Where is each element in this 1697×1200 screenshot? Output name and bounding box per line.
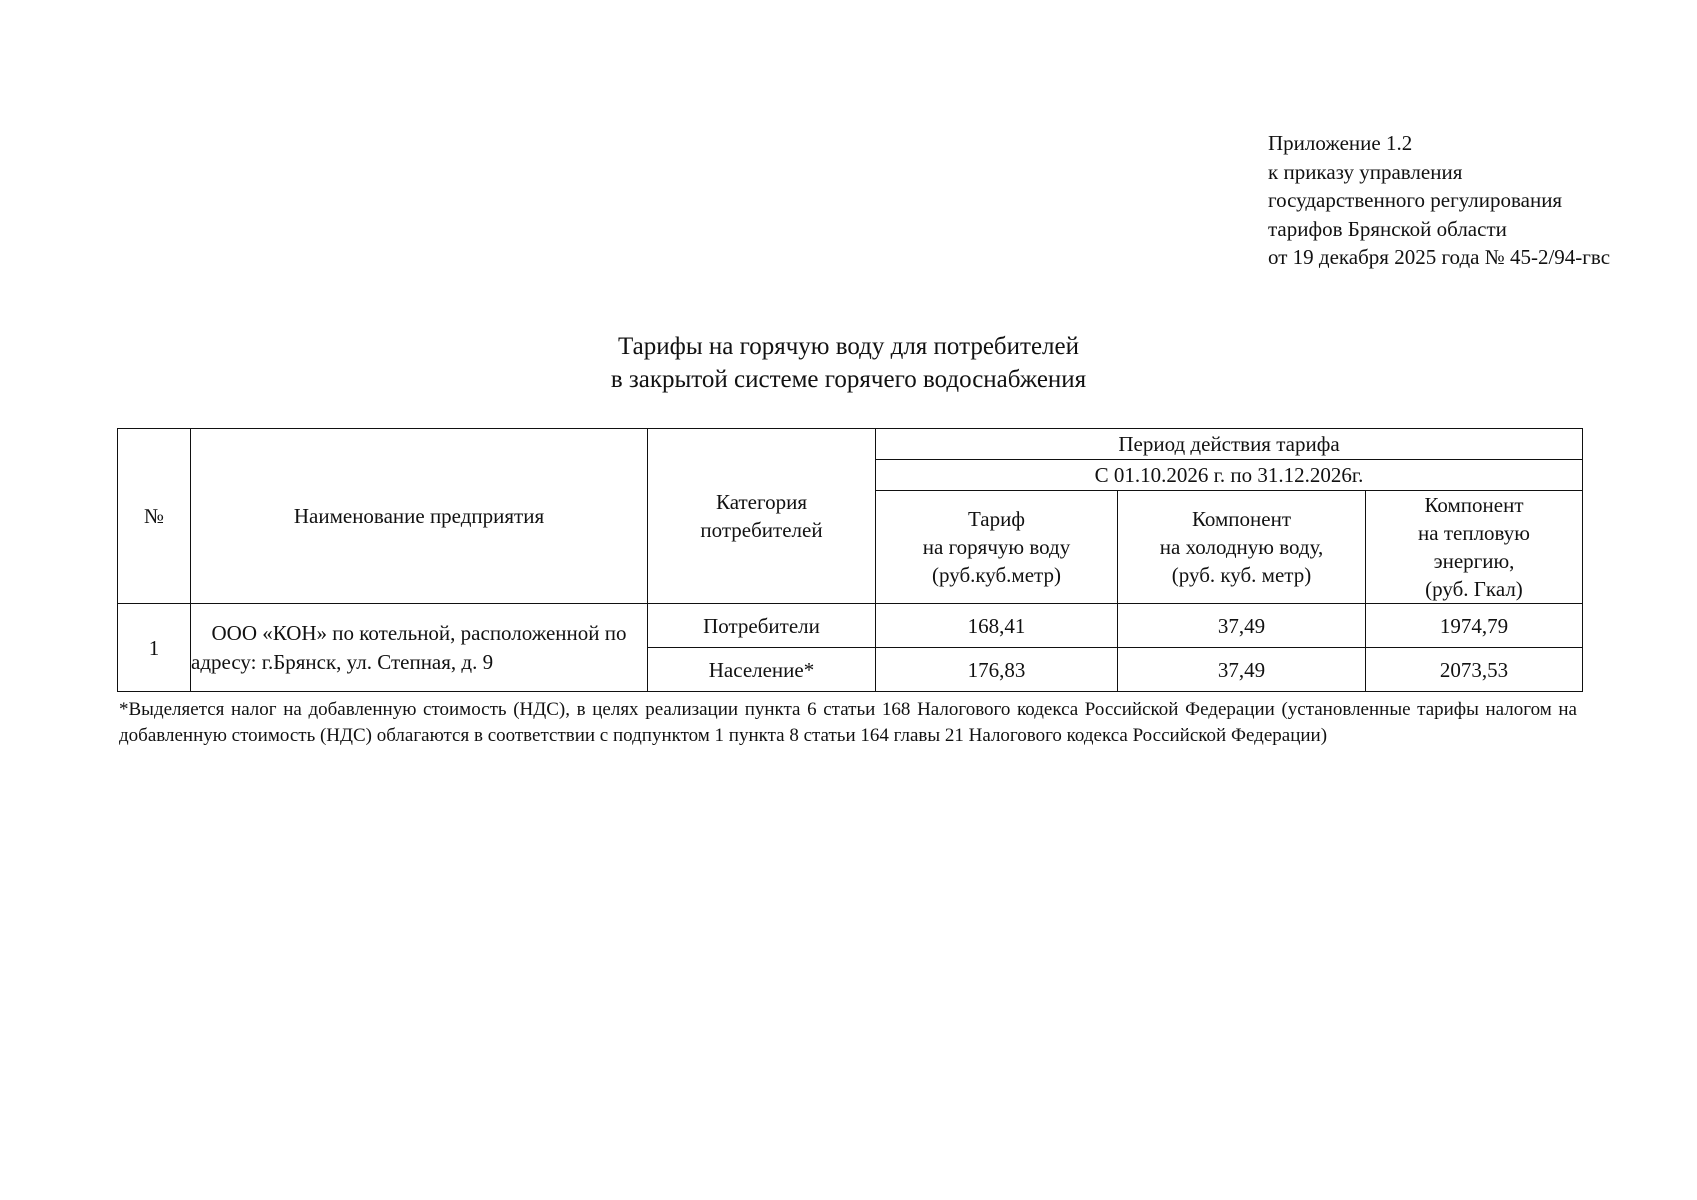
- appendix-reference: [1268, 129, 1610, 272]
- header-text-line: Компонент: [1424, 493, 1524, 517]
- appendix-line: Приложение 1.2: [1268, 131, 1413, 155]
- vat-footnote: *Выделяется налог на добавленную стоимость (НДС), в целях реализации пункта 6 статьи 168 Налогового кодекса Российской Федерации (установленные тарифы налогом на добавленную стоимость (НДС) облагаются в соответствии с подпунктом 1 пункта 8 статьи 164 главы 21 Налогового кодекса Российской Федерации): [119, 699, 1577, 746]
- header-cold-water-component: [1118, 491, 1366, 604]
- header-row-1: [118, 429, 1583, 460]
- header-heat-energy-component: [1366, 491, 1583, 604]
- header-number: №: [118, 429, 191, 604]
- row-number: 1: [118, 604, 191, 692]
- header-company-name: Наименование предприятия: [191, 429, 648, 604]
- appendix-line: государственного регулирования: [1268, 188, 1563, 212]
- header-category-line: Категория: [716, 490, 807, 514]
- consumer-category: Потребители: [648, 604, 876, 648]
- header-text-line: энергию,: [1433, 549, 1515, 573]
- appendix-line: тарифов Брянской области: [1268, 216, 1507, 241]
- header-text-line: (руб. куб. метр): [1171, 563, 1312, 587]
- company-name: ООО «КОН» по котельной, расположенной по адресу: г.Брянск, ул. Степная, д. 9: [191, 604, 648, 692]
- header-text-line: (руб.куб.метр): [932, 563, 1061, 587]
- cold-water-component-value: 37,49: [1118, 604, 1366, 648]
- appendix-line: от 19 декабря 2025 года № 45-2/94-гвс: [1268, 245, 1611, 269]
- consumer-category: Население*: [648, 648, 876, 692]
- header-text-line: на тепловую: [1418, 521, 1530, 545]
- title-line-2: в закрытой системе горячего водоснабжения: [610, 366, 1087, 393]
- cold-water-component-value: 37,49: [1118, 648, 1366, 692]
- hot-water-tariff-value: 176,83: [876, 648, 1118, 692]
- table-row: [118, 604, 1583, 648]
- header-text-line: Компонент: [1191, 507, 1292, 531]
- header-category-line: потребителей: [700, 518, 823, 542]
- header-period-dates: С 01.10.2026 г. по 31.12.2026г.: [876, 460, 1583, 491]
- header-text-line: на холодную воду,: [1159, 535, 1324, 559]
- header-consumer-category: [648, 429, 876, 604]
- header-text-line: Тариф: [968, 507, 1025, 531]
- header-text-line: на горячую воду: [922, 535, 1071, 559]
- document-title: [0, 330, 1697, 396]
- title-line-1: Тарифы на горячую воду для потребителей: [618, 333, 1079, 360]
- heat-energy-component-value: 2073,53: [1366, 648, 1583, 692]
- header-text-line: (руб. Гкал): [1425, 577, 1523, 601]
- appendix-line: к приказу управления: [1268, 159, 1463, 184]
- hot-water-tariff-value: 168,41: [876, 604, 1118, 648]
- tariff-table: [117, 428, 1583, 692]
- header-tariff-period: Период действия тарифа: [876, 429, 1583, 460]
- heat-energy-component-value: 1974,79: [1366, 604, 1583, 648]
- header-hot-water-tariff: [876, 491, 1118, 604]
